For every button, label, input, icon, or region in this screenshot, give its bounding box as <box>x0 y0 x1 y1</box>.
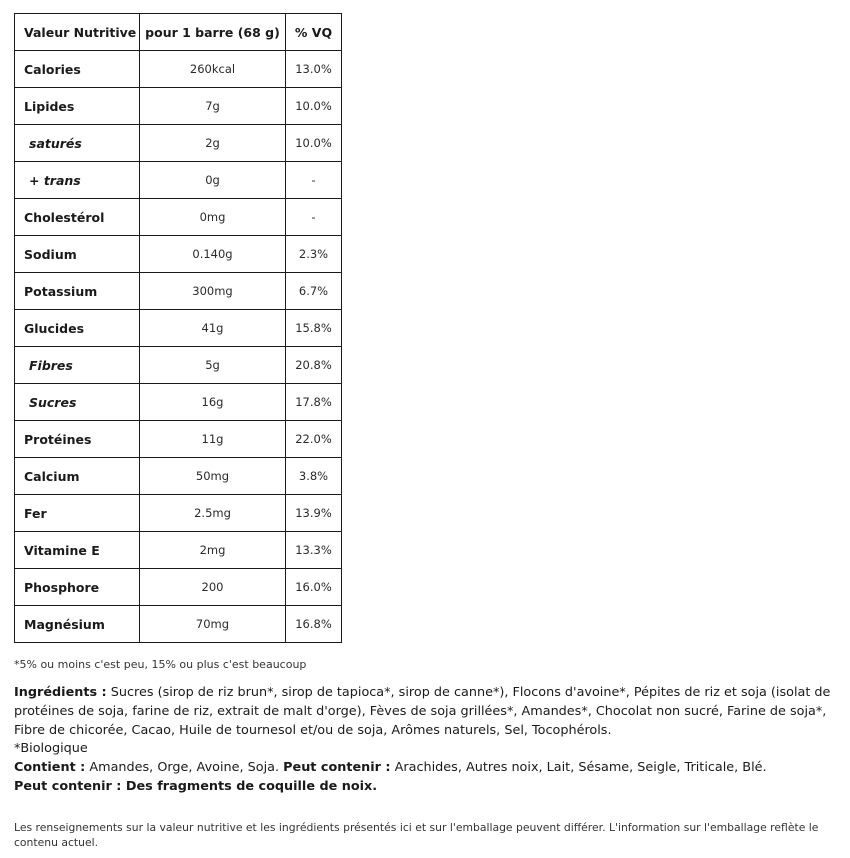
disclaimer-text: Les renseignements sur la valeur nutritive et les ingrédients présentés ici et sur l'emballage peuvent différer. L'information sur l'emballage reflète le contenu actuel. <box>14 821 819 849</box>
nutrient-amount: 0.140g <box>140 236 286 273</box>
nutrient-amount: 11g <box>140 421 286 458</box>
nutrient-daily-value: 16.0% <box>286 569 342 606</box>
nutrient-daily-value: 13.3% <box>286 532 342 569</box>
table-row <box>15 495 342 532</box>
nutrient-amount: 41g <box>140 310 286 347</box>
nutrient-amount: 0mg <box>140 199 286 236</box>
nutrient-label: Fibres <box>15 347 140 384</box>
table-row <box>15 347 342 384</box>
organic-note: *Biologique <box>14 741 88 757</box>
table-row <box>15 421 342 458</box>
contains-label: Contient : <box>14 760 86 776</box>
nutrient-amount: 300mg <box>140 273 286 310</box>
table-row <box>15 310 342 347</box>
table-row <box>15 458 342 495</box>
nutrient-amount: 2g <box>140 125 286 162</box>
nutrient-label: Sodium <box>15 236 140 273</box>
table-header-row <box>15 14 342 51</box>
nutrient-amount: 16g <box>140 384 286 421</box>
table-row <box>15 273 342 310</box>
nutrient-label: Potassium <box>15 273 140 310</box>
nutrient-daily-value: 13.0% <box>286 51 342 88</box>
table-row <box>15 569 342 606</box>
nutrient-label: Sucres <box>15 384 140 421</box>
daily-value-footnote: *5% ou moins c'est peu, 15% ou plus c'est beaucoup <box>14 658 307 671</box>
table-row <box>15 162 342 199</box>
nutrient-daily-value: 6.7% <box>286 273 342 310</box>
nutrient-label: Lipides <box>15 88 140 125</box>
nutrient-daily-value: 16.8% <box>286 606 342 643</box>
nutrient-amount: 5g <box>140 347 286 384</box>
nutrient-daily-value: 17.8% <box>286 384 342 421</box>
ingredients-label: Ingrédients : <box>14 685 107 700</box>
ingredients-text: Sucres (sirop de riz brun*, sirop de tapioca*, sirop de canne*), Flocons d'avoine*, Pépites de riz et soja (isolat de protéines de soja, farine de riz, extrait de malt d'orge), Fèves de soja grillées*, Amandes*, Chocolat non sucré, Farine de soja*, Fibre de chicorée, Cacao, Huile de tournesol et/ou de soja, Arômes naturels, Sel, Tocophérols. <box>14 685 831 738</box>
nutrient-amount: 50mg <box>140 458 286 495</box>
nutrient-amount: 260kcal <box>140 51 286 88</box>
nutrient-label: Magnésium <box>15 606 140 643</box>
table-row <box>15 199 342 236</box>
nutrient-label: Phosphore <box>15 569 140 606</box>
nutrition-facts-table <box>14 13 342 643</box>
nutrient-daily-value: - <box>286 199 342 236</box>
table-row <box>15 384 342 421</box>
may-contain-label: Peut contenir : <box>283 760 391 776</box>
nutrient-daily-value: 10.0% <box>286 88 342 125</box>
nutrient-amount: 70mg <box>140 606 286 643</box>
table-row <box>15 88 342 125</box>
header-nutrient: Valeur Nutritive <box>15 14 140 51</box>
table-row <box>15 532 342 569</box>
ingredients-paragraph <box>14 684 836 740</box>
nutrient-daily-value: 2.3% <box>286 236 342 273</box>
ingredients-block <box>14 684 836 797</box>
table-row <box>15 125 342 162</box>
nutrient-amount: 7g <box>140 88 286 125</box>
may-contain-text: Arachides, Autres noix, Lait, Sésame, Seigle, Triticale, Blé. <box>390 760 767 776</box>
table-row <box>15 236 342 273</box>
nutrient-daily-value: 13.9% <box>286 495 342 532</box>
nutrient-label: Vitamine E <box>15 532 140 569</box>
nutrient-amount: 200 <box>140 569 286 606</box>
nutrient-label: saturés <box>15 125 140 162</box>
table-row <box>15 606 342 643</box>
contains-text: Amandes, Orge, Avoine, Soja. <box>85 760 284 776</box>
shell-warning: Peut contenir : Des fragments de coquille de noix. <box>14 778 378 794</box>
nutrient-label: Protéines <box>15 421 140 458</box>
nutrient-label: Glucides <box>15 310 140 347</box>
nutrient-amount: 0g <box>140 162 286 199</box>
header-daily-value: % VQ <box>286 14 342 51</box>
header-amount: pour 1 barre (68 g) <box>140 14 286 51</box>
nutrient-daily-value: 22.0% <box>286 421 342 458</box>
nutrient-daily-value: 3.8% <box>286 458 342 495</box>
nutrient-daily-value: 20.8% <box>286 347 342 384</box>
nutrient-label: Fer <box>15 495 140 532</box>
nutrient-label: Calcium <box>15 458 140 495</box>
nutrient-label: Cholestérol <box>15 199 140 236</box>
table-row <box>15 51 342 88</box>
allergens-line <box>14 759 836 778</box>
nutrient-daily-value: 10.0% <box>286 125 342 162</box>
nutrient-daily-value: - <box>286 162 342 199</box>
nutrient-amount: 2.5mg <box>140 495 286 532</box>
nutrient-label: Calories <box>15 51 140 88</box>
nutrient-amount: 2mg <box>140 532 286 569</box>
nutrient-daily-value: 15.8% <box>286 310 342 347</box>
nutrient-label: + trans <box>15 162 140 199</box>
